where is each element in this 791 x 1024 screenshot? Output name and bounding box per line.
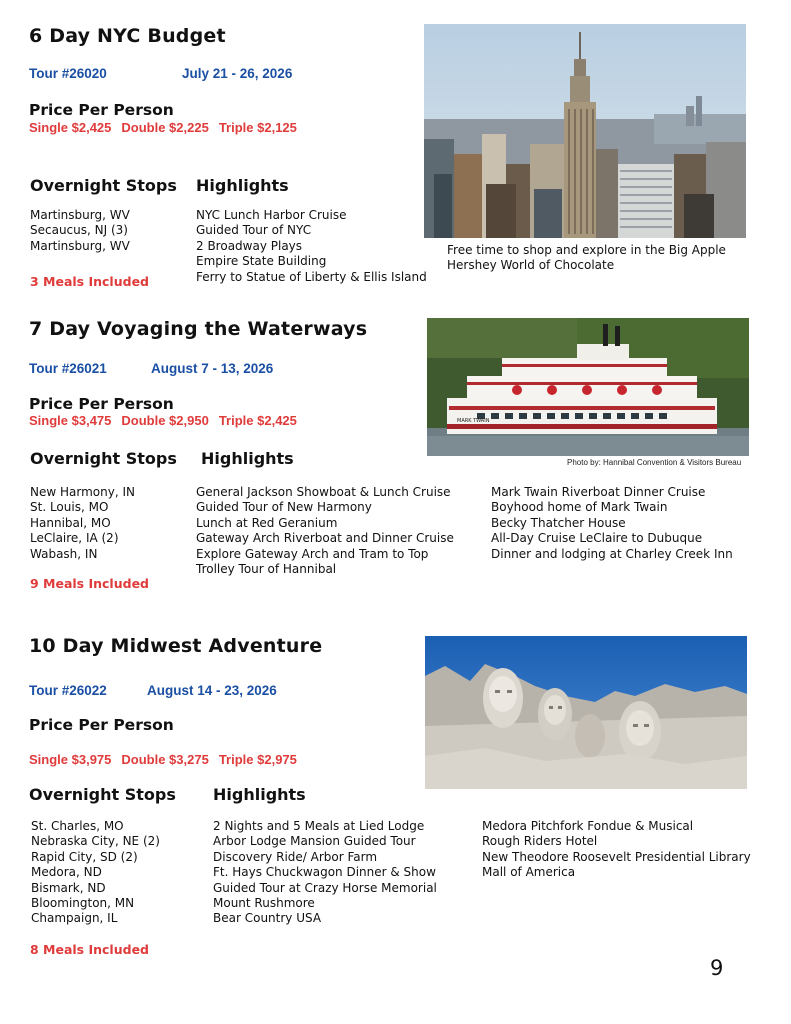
list-item: St. Charles, MO [31,819,124,833]
list-item: Empire State Building [196,254,327,269]
price-heading: Price Per Person [29,101,174,119]
list-item: Rough Riders Hotel [482,834,598,849]
price-line [29,120,307,135]
price-single: Single $2,425 [29,120,112,135]
price-single: Single $3,975 [29,752,112,767]
list-item: Arbor Lodge Mansion Guided Tour [213,834,416,849]
list-item: Gateway Arch Riverboat and Dinner Cruise [196,531,454,546]
list-item: Mall of America [482,865,576,880]
overnight-stops-list [31,819,160,927]
list-item: Martinsburg, WV [30,238,130,253]
price-line [29,752,307,767]
photo-credit: Photo by: Hannibal Convention & Visitors Bureau [567,458,742,467]
list-item: 2 Nights and 5 Meals at Lied Lodge [213,819,425,833]
list-item: Guided Tour of NYC [196,223,312,238]
list-item: Rapid City, SD (2) [31,849,138,864]
list-item: Bismark, ND [31,880,106,895]
list-item: Hershey World of Chocolate [447,258,615,273]
overnight-stops-list [30,208,130,254]
highlights-list-extra [447,243,726,274]
tour-number: Tour #26021 [29,361,107,376]
list-item: Ferry to Statue of Liberty & Ellis Island [196,269,427,284]
mount-rushmore-photo [425,636,747,789]
list-item: Lunch at Red Geranium [196,515,338,530]
tour-title: 6 Day NYC Budget [29,25,226,47]
list-item: LeClaire, IA (2) [30,531,119,546]
list-item: General Jackson Showboat & Lunch Cruise [196,485,451,499]
highlights-heading: Highlights [213,785,306,804]
list-item: Dinner and lodging at Charley Creek Inn [491,546,733,561]
highlights-heading: Highlights [201,449,294,468]
price-line [29,413,307,428]
riverboat-photo [427,318,749,456]
tour-dates: July 21 - 26, 2026 [182,66,293,81]
price-heading: Price Per Person [29,716,174,734]
highlights-list [196,485,454,577]
list-item: New Theodore Roosevelt Presidential Library [482,849,751,864]
list-item: Wabash, IN [30,546,98,561]
overnight-stops-heading: Overnight Stops [30,449,177,468]
list-item: Discovery Ride/ Arbor Farm [213,849,378,864]
highlights-list-extra [491,485,733,562]
price-double: Double $2,225 [121,120,209,135]
tour-title: 10 Day Midwest Adventure [29,635,323,657]
list-item: St. Louis, MO [30,500,109,515]
list-item: Champaign, IL [31,911,118,926]
list-item: Boyhood home of Mark Twain [491,500,668,515]
list-item: Guided Tour at Crazy Horse Memorial [213,880,437,895]
overnight-stops-heading: Overnight Stops [30,176,177,195]
list-item: Guided Tour of New Harmony [196,500,372,515]
list-item: Becky Thatcher House [491,515,626,530]
list-item: NYC Lunch Harbor Cruise [196,208,347,222]
list-item: Martinsburg, WV [30,208,130,222]
list-item: Medora Pitchfork Fondue & Musical [482,819,694,833]
list-item: Free time to shop and explore in the Big Apple [447,243,726,257]
boat-name-label: MARK TWAIN [457,418,490,424]
price-triple: Triple $2,125 [218,120,297,135]
page-number: 9 [710,956,724,980]
list-item: Bloomington, MN [31,896,135,911]
price-heading: Price Per Person [29,395,174,413]
price-triple: Triple $2,425 [218,413,297,428]
meals-included: 8 Meals Included [30,942,149,957]
list-item: Nebraska City, NE (2) [31,834,160,849]
price-double: Double $2,950 [121,413,209,428]
tour-number: Tour #26022 [29,683,107,698]
price-triple: Triple $2,975 [218,752,297,767]
list-item: All-Day Cruise LeClaire to Dubuque [491,531,703,546]
highlights-heading: Highlights [196,176,289,195]
list-item: Explore Gateway Arch and Tram to Top [196,546,429,561]
list-item: Mount Rushmore [213,896,315,911]
overnight-stops-list [30,485,135,562]
tour-title: 7 Day Voyaging the Waterways [29,318,368,340]
list-item: Trolley Tour of Hannibal [196,562,337,577]
price-double: Double $3,275 [121,752,209,767]
list-item: Ft. Hays Chuckwagon Dinner & Show [213,865,436,880]
highlights-list-extra [482,819,751,881]
list-item: Secaucus, NJ (3) [30,223,128,238]
overnight-stops-heading: Overnight Stops [29,785,176,804]
tour-dates: August 7 - 13, 2026 [151,361,274,376]
highlights-list [196,208,427,285]
list-item: Medora, ND [31,865,102,880]
highlights-list [213,819,437,927]
price-single: Single $3,475 [29,413,112,428]
tour-dates: August 14 - 23, 2026 [147,683,277,698]
list-item: Bear Country USA [213,911,322,926]
list-item: New Harmony, IN [30,485,135,499]
nyc-skyline-photo [424,24,746,238]
list-item: 2 Broadway Plays [196,238,303,253]
list-item: Mark Twain Riverboat Dinner Cruise [491,485,706,499]
meals-included: 9 Meals Included [30,576,149,591]
list-item: Hannibal, MO [30,515,111,530]
tour-number: Tour #26020 [29,66,107,81]
meals-included: 3 Meals Included [30,274,149,289]
